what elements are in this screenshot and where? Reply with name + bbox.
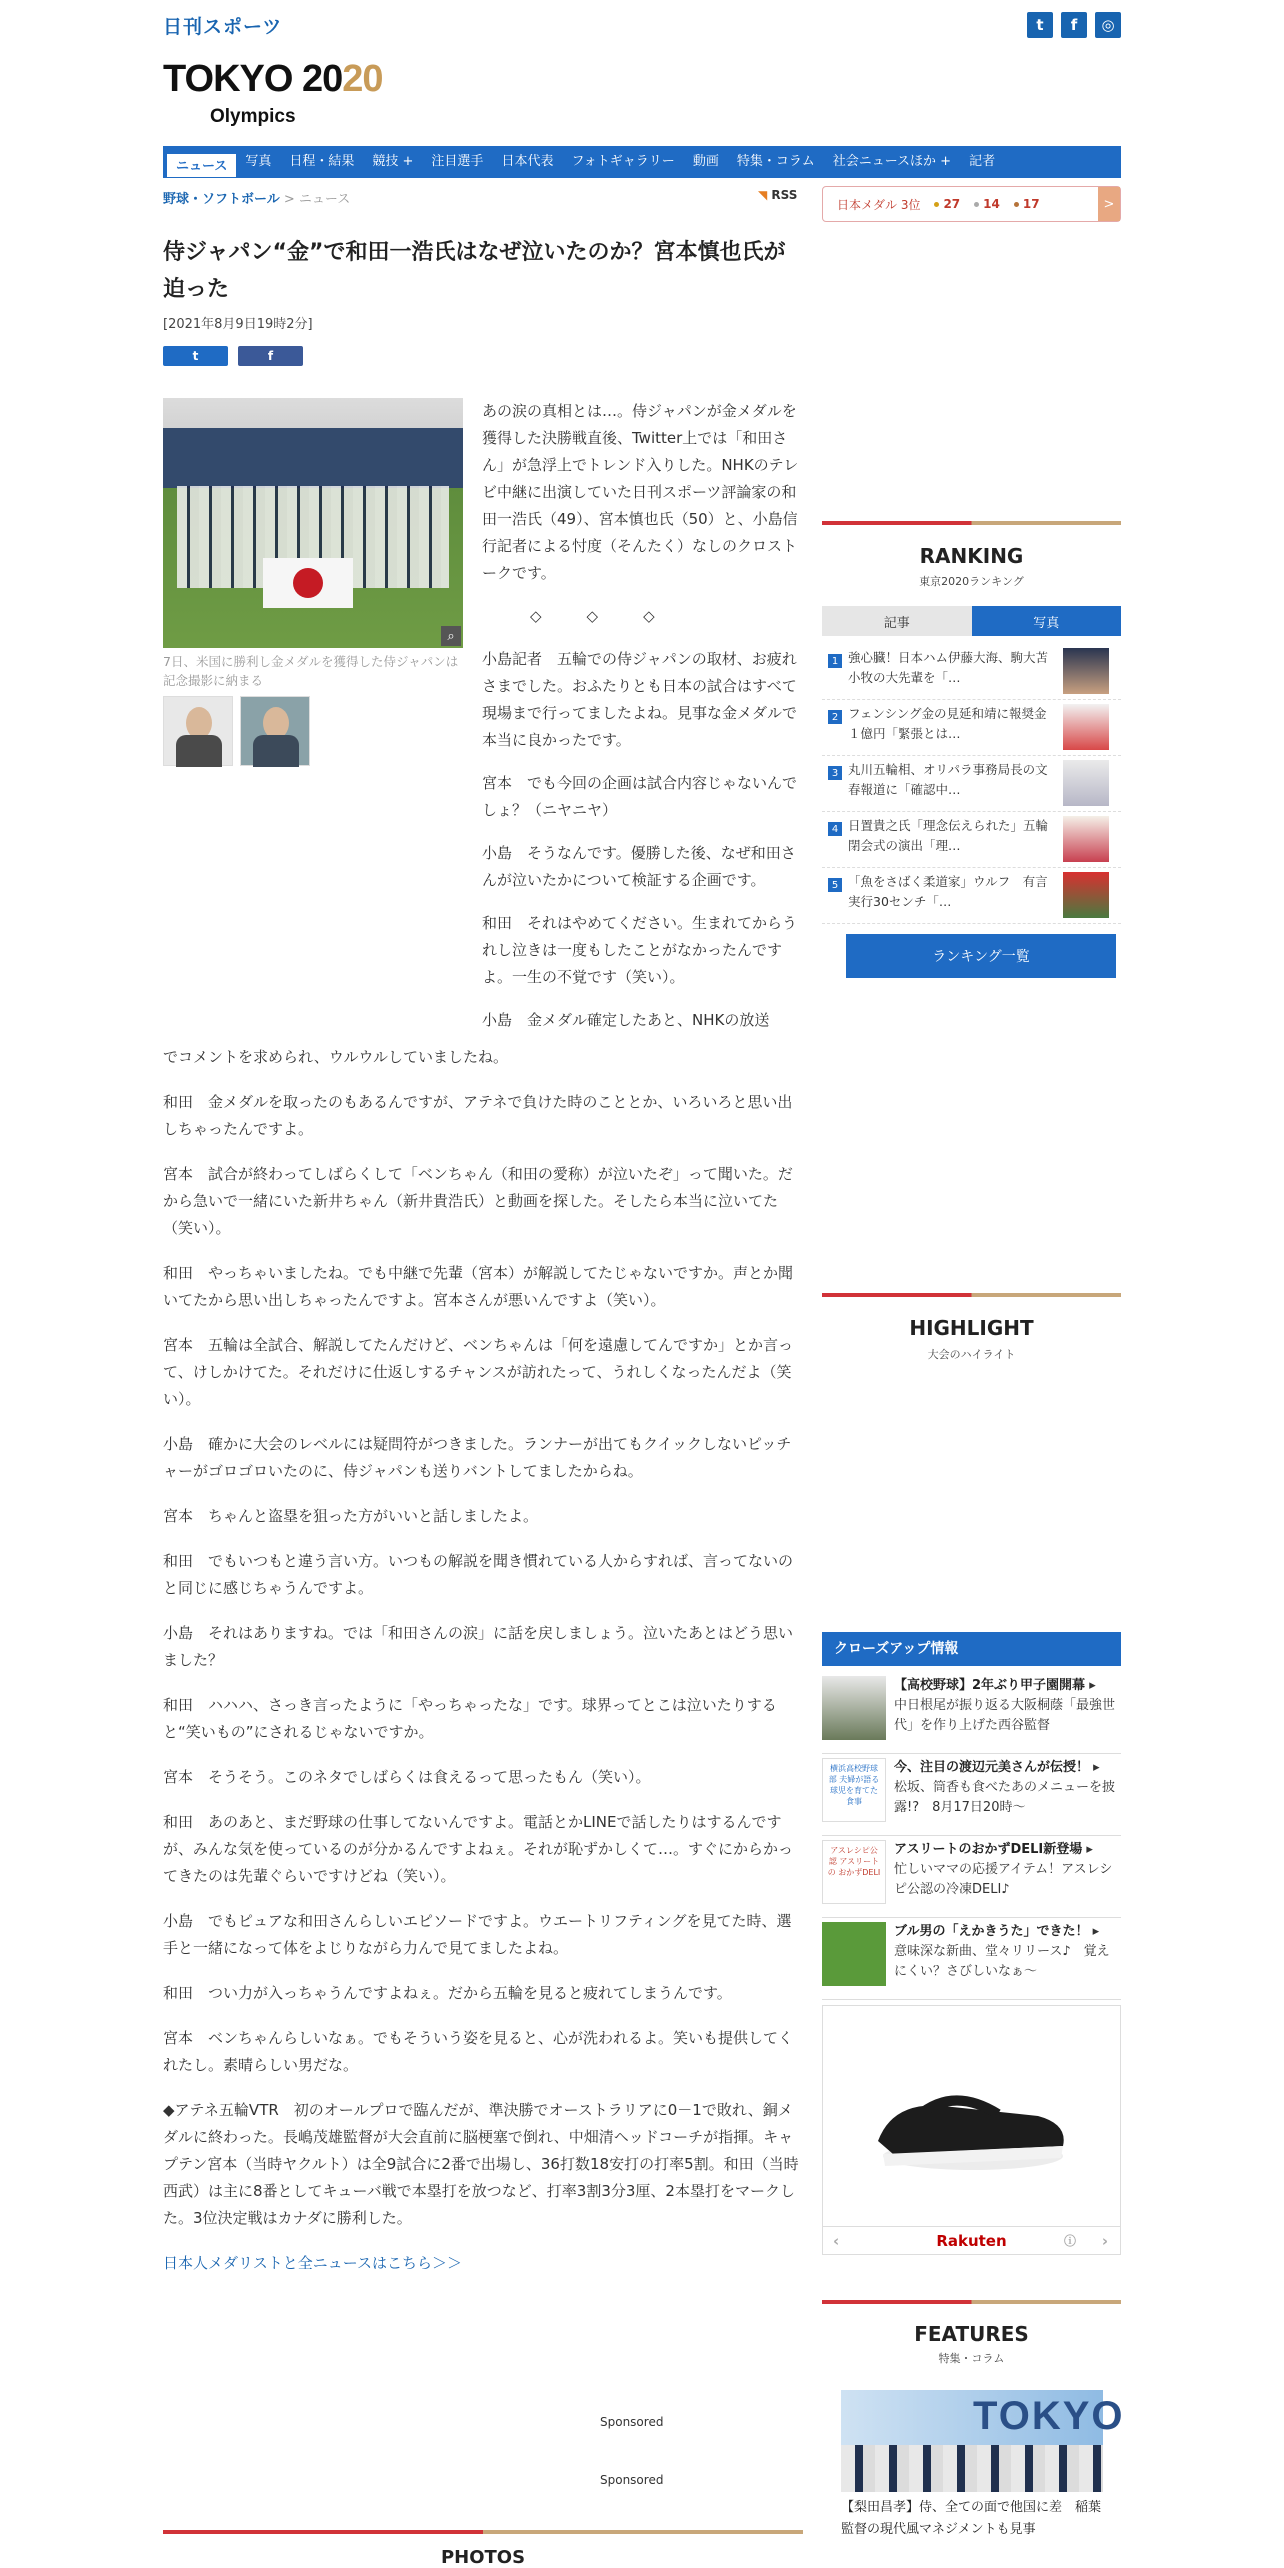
ranking-title: RANKING — [919, 544, 1024, 568]
ranking-list — [822, 644, 1121, 924]
features-image-text: TOKYO — [973, 2394, 1125, 2438]
rank-thumbnail — [1063, 872, 1109, 918]
closeup-head: 今、注目の渡辺元美さんが伝授！ — [894, 1760, 1090, 1775]
closeup-thumbnail — [822, 1922, 886, 1986]
paragraph: 小島 金メダル確定したあと、NHKの放送 — [482, 1011, 770, 1029]
rank-text: フェンシング金の見延和靖に報奨金１億円「緊張とは… — [848, 706, 1047, 741]
paragraph: 宮本 五輪は全試合、解説してたんだけど、ベンちゃんは「何を遠慮してんですか」とか言って、けしかけてた。それだけに仕返しするチャンスが訪れたって、うれしくなったんだよ（笑い）。 — [163, 1336, 794, 1408]
nikkansports-logo[interactable]: 日刊スポーツ — [163, 16, 283, 38]
paragraph: 小島 そうなんです。優勝した後、なぜ和田さんが泣いたかについて検証する企画です。 — [482, 844, 796, 889]
closeup-thumbnail: アスレシピ公認 アスリートの おかずDELI — [822, 1840, 886, 1904]
photo-caption: 7日、米国に勝利し金メダルを獲得した侍ジャパンは記念撮影に納まる — [163, 654, 459, 688]
chevron-right-icon: ▸ — [1089, 1678, 1096, 1693]
photo-thumbnails — [163, 696, 310, 766]
tab-photos[interactable]: 写真 — [972, 606, 1122, 636]
paragraph: あの涙の真相とは…。侍ジャパンが金メダルを獲得した決勝戦直後、Twitter上では「和田さん」が急浮上でトレンド入りした。NHKのテレビ中継に出演していた日刊スポーツ評論家の和田一浩氏（49）、宮本慎也氏（50）と、小島信行記者による忖度（そんたく）なしのクロストークです。 — [482, 402, 799, 582]
closeup-item[interactable] — [822, 1672, 1121, 1754]
chevron-right-icon: ▸ — [1093, 1760, 1100, 1775]
paragraph-athens-vtr: ◆アテネ五輪VTR 初のオールプロで臨んだが、準決勝でオーストラリアに0－1で敗れ、銅メダルに終わった。長嶋茂雄監督が大会直前に脳梗塞で倒れ、中畑清ヘッドコーチが指揮。キャプテン宮本（当時ヤクルト）は全9試合に2番で出場し、36打数18安打の打率5割。和田（当時西武）は主に8番としてキューバ戦で本塁打を放つなど、打率3割3分3厘、2本塁打をマークした。3位決定戦はカナダに勝利した。 — [163, 2101, 799, 2227]
bronze-count: 17 — [1014, 197, 1040, 211]
nav-column[interactable]: 特集・コラム — [736, 154, 815, 169]
features-item-text[interactable]: 【梨田昌孝】侍、全ての面で他国に差 稲葉監督の現代風マネジメントも見事 — [841, 2500, 1102, 2537]
paragraph: 宮本 でも今回の企画は試合内容じゃないんでしょ？（ニヤニヤ） — [482, 774, 798, 819]
paragraph: 小島 確かに大会のレベルには疑問符がつきました。ランナーが出てもクイックしないピッチャーがゴロゴロいたのに、侍ジャパンも送りバントしてましたからね。 — [163, 1435, 792, 1480]
info-icon[interactable]: ⓘ — [1063, 2234, 1076, 2248]
paragraph: 小島記者 五輪での侍ジャパンの取材、お疲れさまでした。おふたりとも日本の試合はすべて現場まで行ってましたよね。見事な金メダルで本当に良かったです。 — [482, 650, 798, 749]
article-lead — [482, 398, 802, 1034]
rank-number: 5 — [828, 878, 842, 892]
bronze-icon — [1014, 202, 1019, 207]
closeup-text: 中日根尾が振り返る大阪桐蔭「最強世代」を作り上げた西谷監督 — [894, 1698, 1116, 1733]
paragraph: 小島 それはありますね。では「和田さんの涙」に話を戻しましょう。泣いたあとはどう思いました？ — [163, 1624, 794, 1669]
closeup-thumbnail: 横浜高校野球部 夫婦が語る 球児を育てた食事 — [822, 1758, 886, 1822]
rss-label: RSS — [771, 188, 798, 202]
rank-text: 丸川五輪相、オリパラ事務局長の文春報道に「確認中… — [848, 762, 1048, 797]
highlight-subtitle: 大会のハイライト — [927, 1348, 1016, 1361]
medal-rank-label: 日本メダル 3位 — [837, 197, 921, 212]
closeup-text: 忙しいママの応援アイテム！アスレシピ公認の冷凍DELI♪ — [894, 1862, 1113, 1897]
main-nav — [163, 146, 1121, 178]
top-bar — [163, 12, 1121, 42]
closeup-text: 松坂、筒香も食べたあのメニューを披露!? 8月17日20時～ — [894, 1780, 1116, 1815]
chevron-right-icon: ▸ — [1086, 1842, 1093, 1857]
breadcrumb-sep: > — [279, 192, 299, 207]
nav-reporters[interactable]: 記者 — [969, 154, 996, 169]
share-twitter-button[interactable]: t — [163, 346, 228, 366]
rank-thumbnail — [1063, 760, 1109, 806]
paragraph: 宮本 ちゃんと盗塁を狙った方がいいと話しましたよ。 — [163, 1507, 539, 1525]
sponsored-label: Sponsored — [600, 2415, 664, 2429]
chevron-left-icon[interactable]: ‹ — [833, 2231, 840, 2250]
section-divider — [822, 1293, 1121, 1297]
thumbnail-miyamoto[interactable] — [240, 696, 310, 766]
ranking-tabs — [822, 606, 1121, 636]
share-facebook-button[interactable]: f — [238, 346, 303, 366]
rank-text: 「魚をさばく柔道家」ウルフ 有言実行30センチ「… — [848, 874, 1048, 909]
thumbnail-wada[interactable] — [163, 696, 233, 766]
paragraph: 和田 やっちゃいましたね。でも中継で先輩（宮本）が解説してたじゃないですか。声とか聞いてたから思い出しちゃったんですよ。宮本さんが悪いんですよ（笑い）。 — [163, 1264, 794, 1309]
paragraph: 和田 それはやめてください。生まれてからうれし泣きは一度もしたことがなかったんですよ。一生の不覚です（笑い）。 — [482, 914, 798, 986]
nav-gallery[interactable]: フォトギャラリー — [571, 154, 675, 169]
closeup-item[interactable] — [822, 1754, 1121, 1836]
nav-team-japan[interactable]: 日本代表 — [501, 154, 554, 169]
nav-video[interactable]: 動画 — [692, 154, 719, 169]
closeup-item[interactable] — [822, 1918, 1121, 2000]
closeup-text: 意味深な新曲、堂々リリース♪ 覚えにくい？さびしいなぁ～ — [894, 1944, 1110, 1979]
features-title: FEATURES — [914, 2322, 1029, 2346]
zoom-icon[interactable]: ⌕ — [441, 626, 461, 646]
medal-more-button[interactable]: > — [1098, 187, 1120, 221]
rank-number: 1 — [828, 654, 842, 668]
facebook-icon[interactable]: f — [1061, 12, 1087, 38]
photos-heading: PHOTOS — [440, 2547, 526, 2568]
article-body — [163, 1044, 803, 2277]
closeup-head: ブル男の「えかきうた」できた！ — [894, 1924, 1089, 1939]
nav-society[interactable]: 社会ニュースほか + — [832, 154, 952, 169]
tab-articles[interactable]: 記事 — [822, 606, 972, 636]
rank-number: 4 — [828, 822, 842, 836]
features-image[interactable] — [841, 2390, 1125, 2492]
silver-count: 14 — [974, 197, 1000, 211]
rank-number: 3 — [828, 766, 842, 780]
ranking-item[interactable] — [822, 700, 1121, 756]
twitter-icon[interactable]: t — [1027, 12, 1053, 38]
rank-thumbnail — [1063, 704, 1109, 750]
rank-text: 強心臓！日本ハム伊藤大海、駒大苫小牧の大先輩を「… — [848, 650, 1049, 685]
section-divider — [822, 521, 1121, 525]
share-buttons — [163, 346, 303, 366]
rank-thumbnail — [1063, 816, 1109, 862]
article-main-photo[interactable] — [163, 398, 463, 648]
advertisement[interactable] — [822, 2005, 1121, 2255]
section-divider — [163, 2530, 803, 2534]
rank-thumbnail — [1063, 648, 1109, 694]
chevron-right-icon[interactable]: › — [1101, 2231, 1108, 2250]
section-divider — [822, 2300, 1121, 2304]
ranking-item[interactable] — [822, 644, 1121, 700]
closeup-head: 【高校野球】2年ぶり甲子園開幕 — [894, 1678, 1086, 1693]
nav-news[interactable]: ニュース — [167, 151, 236, 177]
rank-number: 2 — [828, 710, 842, 724]
ranking-item[interactable] — [822, 756, 1121, 812]
closeup-list — [822, 1672, 1121, 2000]
nav-schedule[interactable]: 日程・結果 — [289, 154, 355, 169]
sandal-product-image — [823, 2006, 1120, 2226]
rss-icon: ◥ — [758, 188, 768, 202]
rank-text: 日置貴之氏「理念伝えられた」五輪閉会式の演出「理… — [848, 818, 1049, 853]
ranking-item[interactable] — [822, 868, 1121, 924]
ranking-list-button[interactable]: ランキング一覧 — [846, 934, 1116, 978]
paragraph: 宮本 そうそう。このネタでしばらくは食えるって思ったもん（笑い）。 — [163, 1768, 651, 1786]
gold-count: 27 — [934, 197, 960, 211]
ranking-item[interactable] — [822, 812, 1121, 868]
rakuten-logo: Rakuten — [936, 2231, 1007, 2250]
instagram-icon[interactable]: ◎ — [1095, 12, 1121, 38]
paragraph: 和田 つい力が入っちゃうんですよねぇ。だから五輪を見ると疲れてしまうんです。 — [163, 1984, 732, 2002]
nav-photo[interactable]: 写真 — [245, 154, 272, 169]
chevron-right-icon: ▸ — [1092, 1924, 1100, 1939]
nav-sports[interactable]: 競技 + — [372, 154, 414, 169]
features-subtitle: 特集・コラム — [938, 2352, 1005, 2365]
highlight-title: HIGHLIGHT — [909, 1316, 1034, 1340]
tokyo-2020-logo-20: 20 — [342, 58, 383, 100]
olympics-label: Olympics — [210, 106, 296, 127]
breadcrumb-category[interactable]: 野球・ソフトボール — [163, 192, 280, 207]
article-date: [2021年8月9日19時2分] — [163, 317, 313, 332]
separator-marks: ◇ ◇ ◇ — [530, 607, 655, 625]
ad-footer — [823, 2226, 1120, 2254]
paragraph: 和田 金メダルを取ったのもあるんですが、アテネで負けた時のこととか、いろいろと思い出しちゃったんですよ。 — [163, 1093, 793, 1138]
paragraph-continued: でコメントを求められ、ウルウルしていましたね。 — [163, 1048, 509, 1066]
paragraph: 和田 でもいつもと違う言い方。いつもの解説を聞き慣れている人からすれば、言ってないのと同じに感じちゃうんですよ。 — [163, 1552, 794, 1597]
nav-athletes[interactable]: 注目選手 — [431, 154, 484, 169]
closeup-item[interactable] — [822, 1836, 1121, 1918]
paragraph: 和田 あのあと、まだ野球の仕事してないんですよ。電話とかLINEで話したりはするんですが、みんな気を使っているのが分かるんですよねぇ。それが恥ずかしくて…。すぐにからかってきたのは先輩ぐらいですけどね（笑い）。 — [163, 1813, 794, 1885]
paragraph: 宮本 ベンちゃんらしいなぁ。でもそういう姿を見ると、心が洗われるよ。笑いも提供してくれたし。素晴らしい男だな。 — [163, 2029, 794, 2074]
tokyo-2020-logo[interactable]: TOKYO 2020 — [163, 58, 383, 100]
rss-link[interactable] — [758, 188, 797, 202]
closeup-head: アスリートのおかずDELI新登場 — [894, 1842, 1083, 1857]
closeup-header: クローズアップ情報 — [822, 1632, 1121, 1666]
breadcrumb-current: ニュース — [298, 192, 351, 207]
silver-icon — [974, 202, 979, 207]
social-links — [1027, 12, 1121, 38]
paragraph: 和田 ハハハ、さっき言ったように「やっちゃったな」です。球界ってとこは泣いたりすると“笑いもの”にされるじゃないですか。 — [163, 1696, 777, 1741]
gold-icon — [934, 202, 939, 207]
medal-count-box[interactable] — [822, 186, 1121, 222]
paragraph: 小島 でもピュアな和田さんらしいエピソードですよ。ウエートリフティングを見てた時、選手と一緒になって体をよじりながら力んで見てましたよね。 — [163, 1912, 792, 1957]
medalist-news-link[interactable]: 日本人メダリストと全ニュースはこちら＞＞ — [163, 2254, 462, 2272]
article-title: 侍ジャパン“金”で和田一浩氏はなぜ泣いたのか？宮本慎也氏が迫った — [163, 240, 786, 302]
breadcrumb — [163, 188, 350, 207]
ranking-subtitle: 東京2020ランキング — [919, 575, 1024, 588]
paragraph: 宮本 試合が終わってしばらくして「ベンちゃん（和田の愛称）が泣いたぞ」って聞いた。だから急いで一緒にいた新井ちゃん（新井貴浩氏）と動画を探した。そしたら本当に泣いてた（笑い）。 — [163, 1165, 793, 1237]
closeup-thumbnail — [822, 1676, 886, 1740]
sponsored-label: Sponsored — [600, 2473, 664, 2487]
